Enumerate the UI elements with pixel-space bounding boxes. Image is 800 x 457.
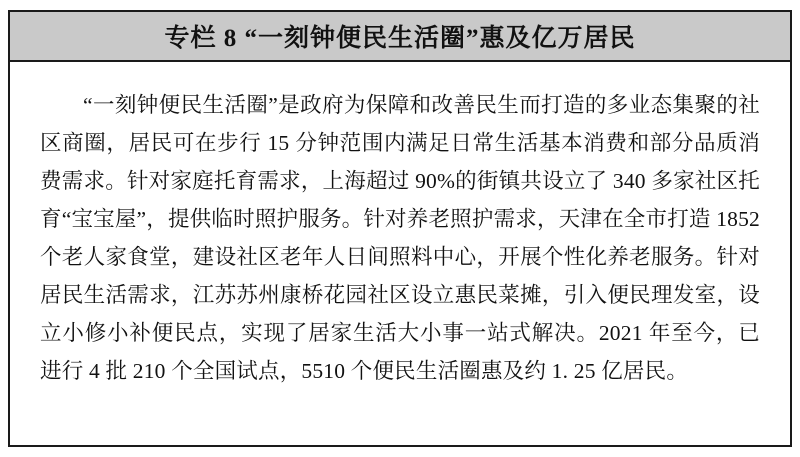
callout-body-paragraph: “一刻钟便民生活圈”是政府为保障和改善民生而打造的多业态集聚的社区商圈，居民可在步行 15 分钟范围内满足日常生活基本消费和部分品质消费需求。针对家庭托育需求，上海超过 90%的街镇共设立了 340 多家社区托育“宝宝屋”，提供临时照护服务。针对养老照护需求，天津在全市打造 1852 个老人家食堂，建设社区老年人日间照料中心，开展个性化养老服务。针对居民生活需求，江苏苏州康桥花园社区设立惠民菜摊，引入便民理发室，设立小修小补便民点，实现了居家生活大小事一站式解决。2021 年至今，已进行 4 批 210 个全国试点，5510 个便民生活圈惠及约 1. 25 亿居民。 — [40, 93, 760, 383]
callout-title-bar — [10, 12, 790, 62]
callout-body-area — [10, 62, 790, 400]
callout-box — [8, 10, 792, 447]
callout-title: 专栏 8 “一刻钟便民生活圈”惠及亿万居民 — [164, 25, 636, 52]
